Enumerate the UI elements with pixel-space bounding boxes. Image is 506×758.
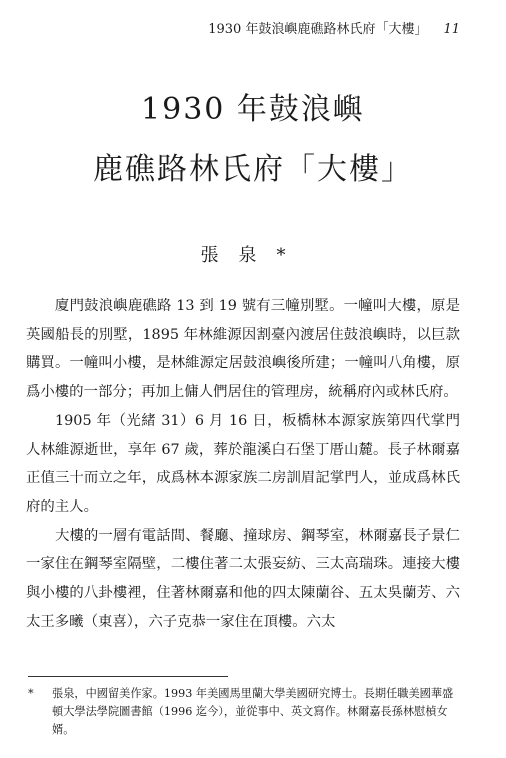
author-name: 張泉* (200, 245, 306, 266)
page-number: 11 (443, 22, 460, 37)
footnote (28, 685, 458, 739)
title-line-1: 1930 年鼓浪嶼 (141, 92, 365, 127)
footnote-divider (28, 676, 228, 677)
running-head (170, 18, 460, 37)
title-line-2: 鹿礁路林氏府「大樓」 (93, 152, 413, 187)
footnote-text: 張泉，中國留美作家。1993 年美國馬里蘭大學美國研究博士。長期任職美國華盛頓大學法學院圖書館（1996 迄今），並從事中、英文寫作。林爾嘉長孫林慰楨女婿。 (52, 687, 454, 736)
running-head-title: 1930 年鼓浪嶼鹿礁路林氏府「大樓」 (208, 22, 428, 37)
paragraph-3: 大樓的一層有電話間、餐廳、撞球房、鋼琴室，林爾嘉長子景仁一家住在鋼琴室隔壁，二樓住著二太張妄紡、三太高瑞珠。連接大樓與小樓的八卦樓裡，住著林爾嘉和他的四太陳蘭谷、五太吳蘭芳、六太王多曦（東喜），六子克恭一家住在頂樓。六太 (26, 527, 460, 630)
article-body (26, 292, 460, 636)
paragraph-1: 廈門鼓浪嶼鹿礁路 13 到 19 號有三幢別墅。一幢叫大樓，原是英國船長的別墅，1895 年林維源因割臺內渡居住鼓浪嶼時，以巨款購買。一幢叫小樓，是林維源定居鼓浪嶼後所建；一幢叫八角樓，原爲小樓的一部分；再加上傭人們居住的管理房，統稱府內或林氏府。 (26, 298, 460, 401)
paragraph-2: 1905 年（光緒 31）6 月 16 日，板橋林本源家族第四代掌門人林維源逝世，享年 67 歲，葬於龍溪白石堡丁厝山麓。長子林爾嘉正值三十而立之年，成爲林本源家族二房訓眉記掌門人，並成爲林氏府的主人。 (26, 412, 460, 515)
footnote-mark: * (28, 687, 34, 700)
